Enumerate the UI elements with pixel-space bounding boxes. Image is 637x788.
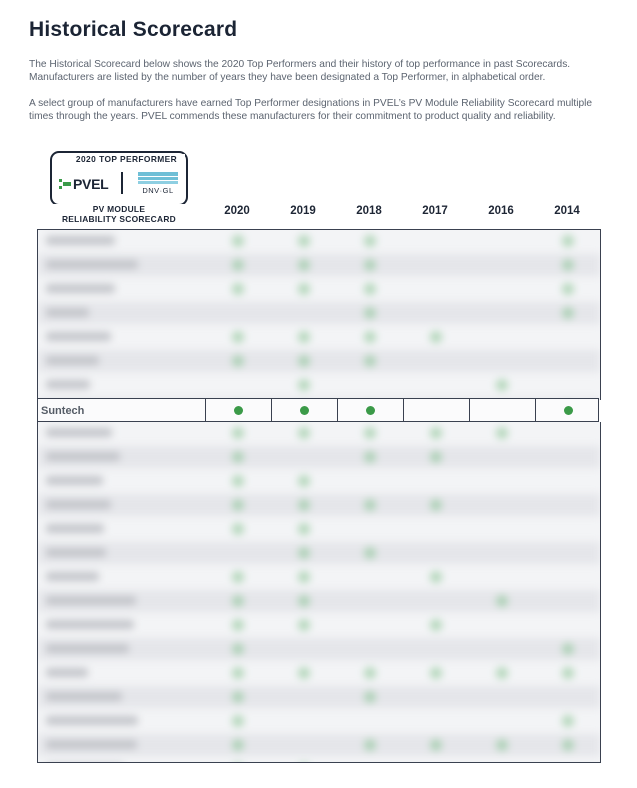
blurred-manufacturer-name xyxy=(46,716,138,725)
dnv-gl-logo-text: DNV·GL xyxy=(142,186,174,195)
blurred-dot xyxy=(298,499,310,511)
blurred-manufacturer-name xyxy=(46,668,88,677)
blurred-row xyxy=(38,350,600,372)
blurred-dot xyxy=(298,571,310,583)
blurred-dot xyxy=(232,523,244,535)
blurred-dot xyxy=(298,619,310,631)
blurred-dot xyxy=(562,715,574,727)
blurred-dot xyxy=(232,235,244,247)
blurred-dot xyxy=(364,427,376,439)
blurred-row xyxy=(38,734,600,756)
blurred-dot xyxy=(364,667,376,679)
year-header-2020: 2020 xyxy=(224,205,250,217)
blurred-row xyxy=(38,254,600,276)
blurred-row xyxy=(38,470,600,492)
year-header-2017: 2017 xyxy=(422,205,448,217)
blurred-dot xyxy=(562,739,574,751)
blurred-dot xyxy=(298,427,310,439)
blurred-row xyxy=(38,686,600,708)
blurred-manufacturer-name xyxy=(46,428,112,437)
blurred-row xyxy=(38,422,600,444)
blurred-manufacturer-name xyxy=(46,572,99,581)
blurred-manufacturer-name xyxy=(46,620,134,629)
blurred-dot xyxy=(232,715,244,727)
blurred-row xyxy=(38,278,600,300)
blurred-dot xyxy=(232,667,244,679)
top-performer-dot-2020 xyxy=(234,406,243,415)
blurred-dot xyxy=(298,355,310,367)
column-divider xyxy=(403,399,404,421)
blurred-row xyxy=(38,614,600,636)
blurred-dot xyxy=(430,667,442,679)
blurred-dot xyxy=(232,331,244,343)
blurred-dot xyxy=(364,307,376,319)
blurred-dot xyxy=(298,667,310,679)
badge-year: 2020 xyxy=(75,154,97,164)
pvel-mark-icon xyxy=(59,179,71,189)
blurred-manufacturer-name xyxy=(46,332,111,341)
blurred-dot xyxy=(364,331,376,343)
blurred-row xyxy=(38,758,600,763)
blurred-manufacturer-name xyxy=(46,500,111,509)
blurred-dot xyxy=(232,355,244,367)
year-header-2018: 2018 xyxy=(356,205,382,217)
blurred-dot xyxy=(562,643,574,655)
blurred-dot xyxy=(298,379,310,391)
manufacturer-name: Suntech xyxy=(41,405,85,417)
blurred-manufacturer-name xyxy=(46,644,129,653)
blurred-dot xyxy=(232,451,244,463)
blurred-dot xyxy=(496,595,508,607)
badge-heading xyxy=(68,154,185,164)
blurred-dot xyxy=(562,307,574,319)
blurred-dot xyxy=(298,259,310,271)
intro-paragraph-1: The Historical Scorecard below shows the 2020 Top Performers and their history of top performance in past Scorecards. Manufacturers are listed by the number of years they have been designated a Top Performer, in alphabetical order. xyxy=(29,59,571,84)
blurred-dot xyxy=(496,667,508,679)
blurred-row xyxy=(38,590,600,612)
blurred-dot xyxy=(232,283,244,295)
blurred-dot xyxy=(430,331,442,343)
blurred-dot xyxy=(232,643,244,655)
blurred-manufacturer-name xyxy=(46,380,90,389)
blurred-dot xyxy=(496,427,508,439)
blurred-dot xyxy=(232,739,244,751)
blurred-row xyxy=(38,662,600,684)
blurred-dot xyxy=(298,235,310,247)
column-divider xyxy=(271,399,272,421)
blurred-dot xyxy=(298,475,310,487)
column-divider xyxy=(535,399,536,421)
blurred-manufacturer-name xyxy=(46,452,120,461)
pvel-logo xyxy=(59,176,108,192)
blurred-dot xyxy=(232,427,244,439)
intro-paragraph-2: A select group of manufacturers have earned Top Performer designations in PVEL’s PV Module Reliability Scorecard multiple times through the years. PVEL commends these manufacturers for their commitment to product quality and reliability. xyxy=(29,98,593,123)
blurred-dot xyxy=(430,619,442,631)
blurred-dot xyxy=(430,499,442,511)
blurred-dot xyxy=(562,259,574,271)
blurred-dot xyxy=(364,355,376,367)
blurred-dot xyxy=(496,739,508,751)
dnv-gl-logo xyxy=(138,172,178,195)
blurred-dot xyxy=(298,283,310,295)
blurred-manufacturer-name xyxy=(46,596,136,605)
blurred-manufacturer-name xyxy=(46,692,122,701)
blurred-dot xyxy=(364,547,376,559)
blurred-dot xyxy=(232,571,244,583)
page-title: Historical Scorecard xyxy=(29,18,238,41)
badge-caption-line-2: RELIABILITY SCORECARD xyxy=(61,214,177,224)
blurred-dot xyxy=(298,595,310,607)
top-performer-dot-2018 xyxy=(366,406,375,415)
blurred-dot xyxy=(232,499,244,511)
logo-divider xyxy=(121,172,123,194)
year-header-2019: 2019 xyxy=(290,205,316,217)
blurred-dot xyxy=(430,739,442,751)
blurred-dot xyxy=(562,283,574,295)
blurred-row xyxy=(38,446,600,468)
blurred-table-bottom xyxy=(37,422,601,763)
blurred-manufacturer-name xyxy=(46,308,89,317)
blurred-row xyxy=(38,566,600,588)
year-header-2014: 2014 xyxy=(554,205,580,217)
blurred-dot xyxy=(298,523,310,535)
column-divider xyxy=(205,399,206,421)
blurred-dot xyxy=(232,691,244,703)
blurred-row xyxy=(38,230,600,252)
blurred-dot xyxy=(496,379,508,391)
badge-label: TOP PERFORMER xyxy=(99,154,178,164)
top-performer-dot-2014 xyxy=(564,406,573,415)
blurred-dot xyxy=(232,475,244,487)
blurred-dot xyxy=(232,259,244,271)
blurred-dot xyxy=(232,595,244,607)
blurred-dot xyxy=(430,571,442,583)
blurred-dot xyxy=(364,259,376,271)
blurred-manufacturer-name xyxy=(46,548,106,557)
blurred-manufacturer-name xyxy=(46,356,99,365)
blurred-manufacturer-name xyxy=(46,476,103,485)
blurred-row xyxy=(38,326,600,348)
dnv-gl-mark-icon xyxy=(138,172,178,184)
blurred-dot xyxy=(364,283,376,295)
blurred-dot xyxy=(562,235,574,247)
column-divider xyxy=(337,399,338,421)
blurred-manufacturer-name xyxy=(46,284,115,293)
blurred-dot xyxy=(298,547,310,559)
blurred-dot xyxy=(364,691,376,703)
blurred-table-top xyxy=(37,229,601,400)
blurred-dot xyxy=(364,235,376,247)
blurred-row xyxy=(38,494,600,516)
year-header-2016: 2016 xyxy=(488,205,514,217)
blurred-dot xyxy=(298,331,310,343)
table-row-suntech xyxy=(37,398,599,422)
top-performer-dot-2019 xyxy=(300,406,309,415)
blurred-row xyxy=(38,542,600,564)
blurred-manufacturer-name xyxy=(46,236,115,245)
blurred-dot xyxy=(430,427,442,439)
column-divider xyxy=(469,399,470,421)
blurred-dot xyxy=(364,451,376,463)
blurred-row xyxy=(38,302,600,324)
badge-caption xyxy=(50,204,188,224)
blurred-dot xyxy=(364,499,376,511)
blurred-dot xyxy=(232,619,244,631)
blurred-row xyxy=(38,638,600,660)
blurred-manufacturer-name xyxy=(46,740,137,749)
badge-caption-line-1: PV MODULE xyxy=(92,204,146,214)
blurred-row xyxy=(38,374,600,396)
pvel-logo-text: PVEL xyxy=(73,176,109,192)
blurred-dot xyxy=(430,451,442,463)
blurred-manufacturer-name xyxy=(46,260,138,269)
blurred-manufacturer-name xyxy=(46,524,104,533)
blurred-row xyxy=(38,518,600,540)
blurred-dot xyxy=(364,739,376,751)
blurred-dot xyxy=(562,667,574,679)
blurred-row xyxy=(38,710,600,732)
